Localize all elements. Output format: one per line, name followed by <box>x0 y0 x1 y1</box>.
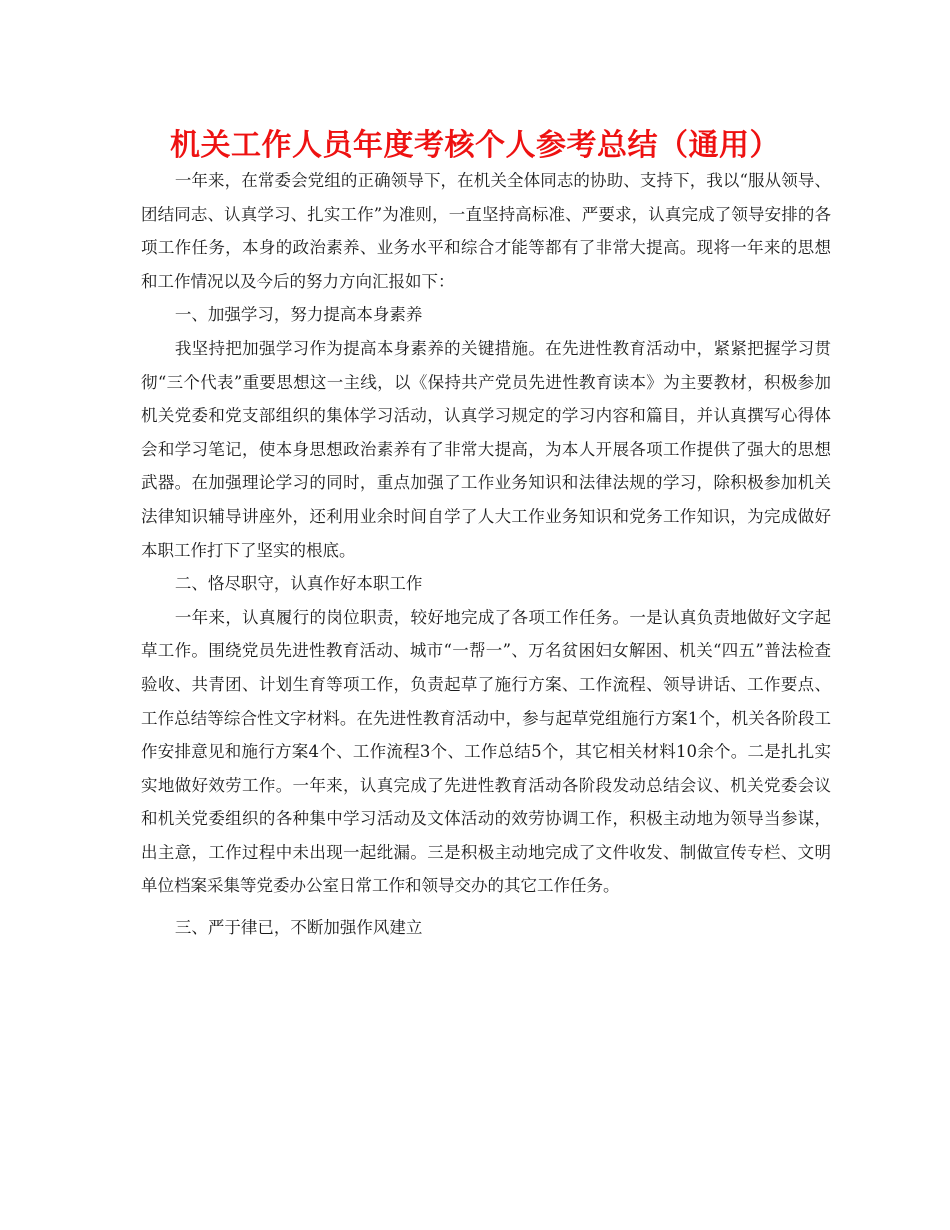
section-2-paragraph: 一年来，认真履行的岗位职责，较好地完成了各项工作任务。一是认真负责地做好文字起草工作。围绕党员先进性教育活动、城市“一帮一”、万名贫困妇女解困、机关“四五”普法检查验收、共青团、计划生育等项工作，负责起草了施行方案、工作流程、领导讲话、工作要点、工作总结等综合性文字材料。在先进性教育活动中，参与起草党组施行方案1个，机关各阶段工作安排意见和施行方案4个、工作流程3个、工作总结5个，其它相关材料10余个。二是扎扎实实地做好效劳工作。一年来，认真完成了先进性教育活动各阶段发动总结会议、机关党委会议和机关党委组织的各种集中学习活动及文体活动的效劳协调工作，积极主动地为领导当参谋，出主意，工作过程中未出现一起纰漏。三是积极主动地完成了文件收发、制做宣传专栏、文明单位档案采集等党委办公室日常工作和领导交办的其它工作任务。 <box>141 607 831 896</box>
document-title: 机关工作人员年度考核个人参考总结（通用） <box>170 128 780 163</box>
section-heading-3: 三、严于律已，不断加强作风建立 <box>174 918 423 938</box>
intro-paragraph: 一年来，在常委会党组的正确领导下，在机关全体同志的协助、支持下，我以“服从领导、团结同志、认真学习、扎实工作”为准则，一直坚持高标准、严要求，认真完成了领导安排的各项工作任务，本身的政治素养、业务水平和综合才能等都有了非常大提高。现将一年来的思想和工作情况以及今后的努力方向汇报如下： <box>141 171 831 291</box>
section-heading-1: 一、加强学习，努力提高本身素养 <box>174 305 423 325</box>
document-body <box>141 164 831 945</box>
paragraph-spacer <box>141 903 831 911</box>
section-heading-2: 二、恪尽职守，认真作好本职工作 <box>174 574 423 594</box>
section-1-paragraph: 我坚持把加强学习作为提高本身素养的关键措施。在先进性教育活动中，紧紧把握学习贯彻“三个代表”重要思想这一主线，以《保持共产党员先进性教育读本》为主要教材，积极参加机关党委和党支部组织的集体学习活动，认真学习规定的学习内容和篇目，并认真撰写心得体会和学习笔记，使本身思想政治素养有了非常大提高，为本人开展各项工作提供了强大的思想武器。在加强理论学习的同时，重点加强了工作业务知识和法律法规的学习，除积极参加机关法律知识辅导讲座外，还利用业余时间自学了人大工作业务知识和党务工作知识，为完成做好本职工作打下了坚实的根底。 <box>141 338 831 560</box>
